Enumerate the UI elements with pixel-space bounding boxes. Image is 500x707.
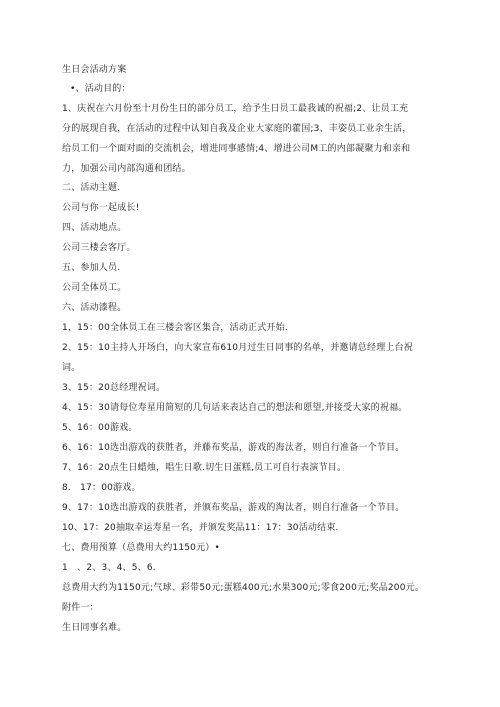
paragraph-line: 公司三楼会客厅。 [62, 243, 136, 253]
section-heading: •、活动目的： [70, 84, 131, 94]
section-heading: 六、活动漆程。 [62, 303, 127, 313]
paragraph-line: 生日同事名难。 [62, 623, 127, 633]
budget-line: 总费用大约为1150元;气球、彩带50元;蛋糕400元;水果300元;零食200元;奖品200元。 [62, 583, 425, 593]
schedule-item: 词。 [62, 363, 81, 373]
document-title: 生日会活动方案 [62, 65, 127, 75]
schedule-item: 6、16：10选出游戏的获胜者，并藤布奖品，游戏的海汰者，则自行准备一个节目。 [62, 443, 405, 453]
schedule-item: 1，15：00全体员工在三楼会客区集合，活动正式开始. [62, 323, 288, 333]
paragraph-line: 1、庆祝在六月份至十月份生日的部分员工，给予生日员工最我诚的祝福;2、让员工充 [62, 104, 409, 114]
schedule-item: 2、15：10主持人开场白，向大家宣布610月过生日同事的名单，并邀请总经理上台祝 [62, 343, 414, 353]
paragraph-line: 1 、2、3、4、5、6. [62, 563, 156, 573]
schedule-item: 7、16：20点生日蜡烛，唱生日歌.切生日蛋糕,员工可自行表演节目。 [62, 463, 347, 473]
attachment-heading: 附件一： [62, 603, 99, 613]
section-heading: 二、活动主题. [62, 183, 121, 193]
paragraph-line: 分的展现自我，在活动的过程中认知自我及企业大家庭的藿国;3、丰姿员工业余生活， [62, 124, 412, 134]
schedule-item: 5、16：00游戏。 [62, 423, 138, 433]
paragraph-line: 公司与你一起成长! [62, 203, 140, 213]
paragraph-line: 力，加强公司内部沟通和团结。 [62, 164, 191, 174]
section-heading: 五、参加人员. [62, 263, 121, 273]
schedule-item: 3、15：20总经理祝词。 [62, 383, 166, 393]
section-heading: 四、活动地点。 [62, 223, 127, 233]
schedule-item: 10、17：20抽取幸运寿星一名，并颁发奖品11：17：30活动结束. [62, 523, 339, 533]
schedule-item: 4、15：30请每位寿星用简短的几句话来表达自己的想法和愿望,并接受大家的祝福。 [62, 403, 408, 413]
schedule-item: 8. 17：00游戏。 [62, 483, 141, 493]
schedule-item: 9、17：10选出游戏的获胜者，并颁布奖品，游戏的淘汰者，则自行准备一个节目。 [62, 503, 405, 513]
paragraph-line: 公司全体员工。 [62, 283, 127, 293]
paragraph-line: 给员工们一个面对面的交流机会，增进同事感情;4、增进公司M工的内部凝聚力和亲和 [62, 144, 411, 154]
section-heading: 七、费用预算（总费用大约1150元）• [62, 543, 221, 553]
